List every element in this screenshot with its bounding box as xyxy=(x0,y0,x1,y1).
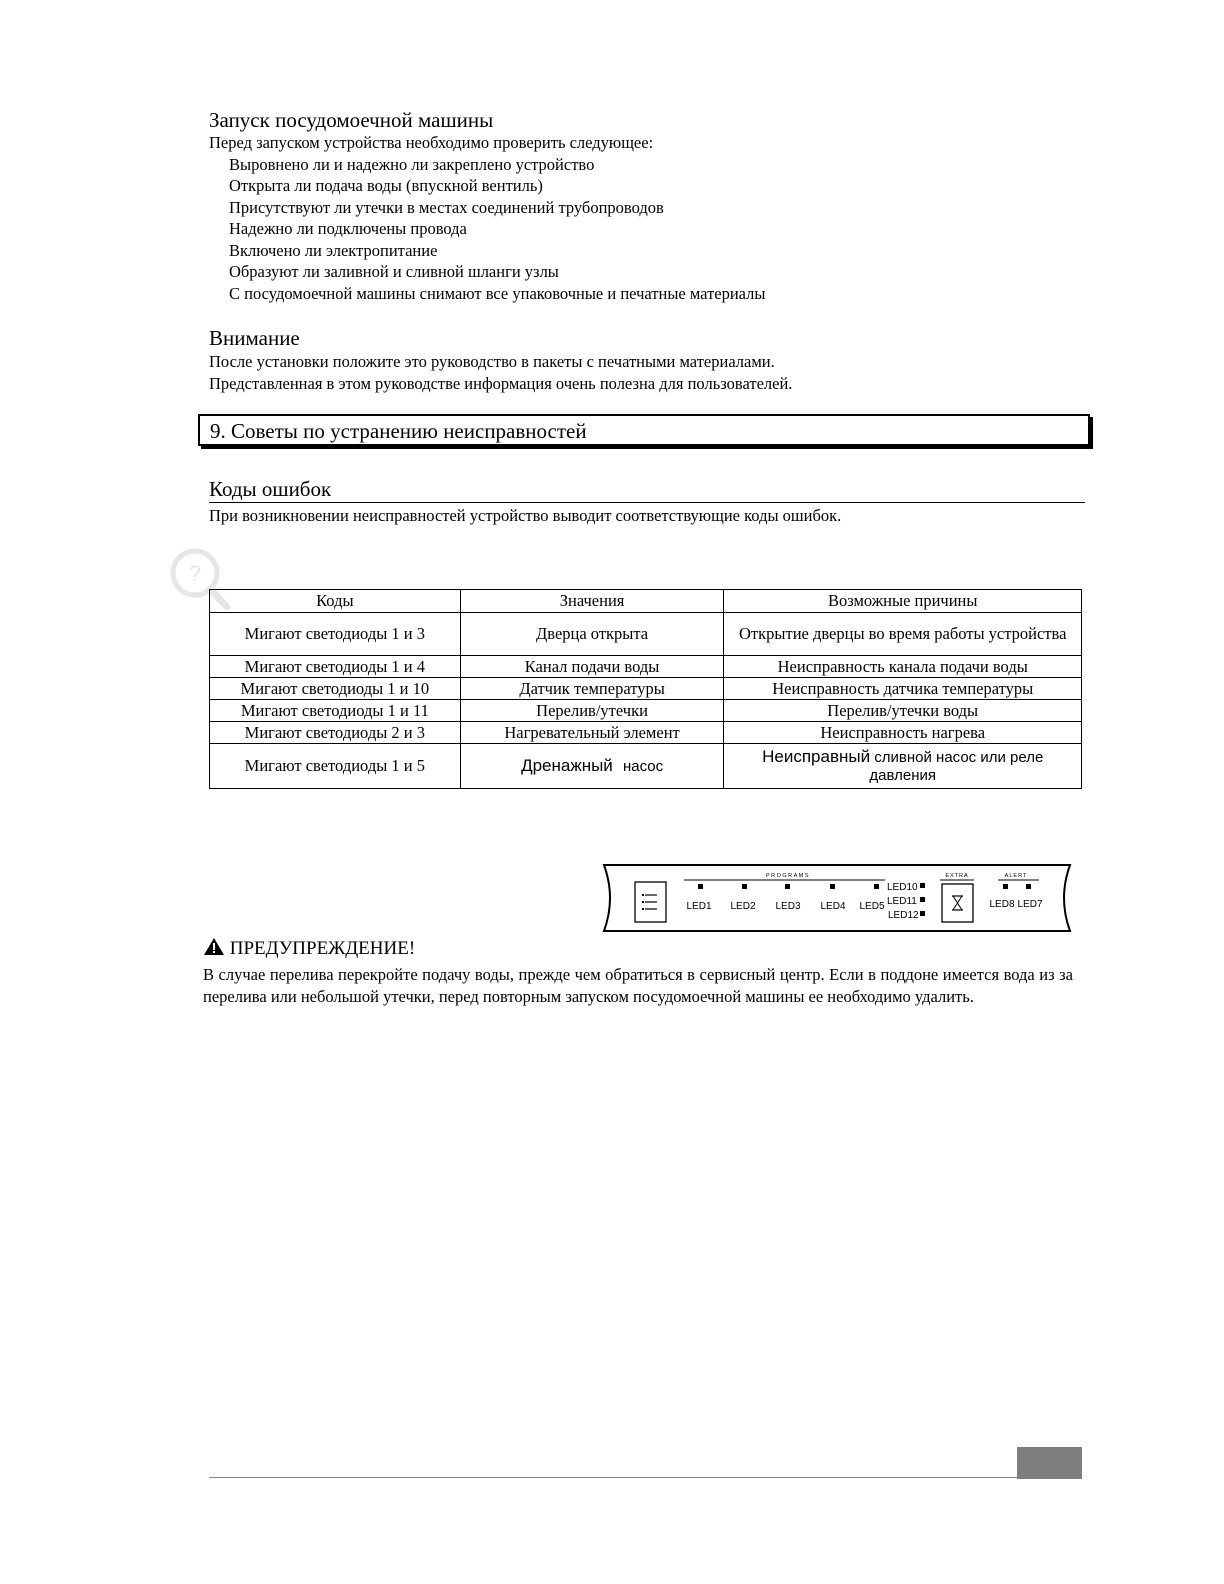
led-label: LED1 xyxy=(686,901,712,912)
checklist-item: Открыта ли подача воды (впускной вентиль) xyxy=(229,176,543,195)
warning-icon xyxy=(203,937,225,956)
led-indicator xyxy=(1003,884,1008,889)
meaning-cell: Нагревательный элемент xyxy=(460,722,724,744)
section-header xyxy=(198,414,1090,446)
header-meaning: Значения xyxy=(460,590,724,613)
led12-label: LED12 xyxy=(888,910,919,921)
extra-label: EXTRA xyxy=(945,873,969,879)
led-indicator xyxy=(742,884,747,889)
startup-intro: Перед запуском устройства необходимо проверить следующее: xyxy=(209,133,654,152)
cause-cell: Неисправность канала подачи воды xyxy=(724,656,1082,678)
led-indicator xyxy=(1026,884,1031,889)
led11-label: LED11 xyxy=(887,896,917,907)
checklist-item: Присутствуют ли утечки в местах соединений трубопроводов xyxy=(229,197,664,217)
attention-body xyxy=(209,351,1089,394)
section-title: 9. Советы по устранению неисправностей xyxy=(210,419,587,443)
error-codes-table xyxy=(209,589,1082,789)
led-indicator xyxy=(874,884,879,889)
cause-cell: Перелив/утечки воды xyxy=(724,700,1082,722)
code-cell: Мигают светодиоды 1 и 3 xyxy=(210,613,461,656)
meaning-cell: Дверца открыта xyxy=(460,613,724,656)
page-number-tab xyxy=(1017,1447,1082,1479)
code-cell: Мигают светодиоды 2 и 3 xyxy=(210,722,461,744)
cause-cell: Неисправность нагрева xyxy=(724,722,1082,744)
led-label: LED4 xyxy=(820,901,846,912)
cause-part: Неисправный xyxy=(762,746,871,766)
header-causes: Возможные причины xyxy=(724,590,1082,613)
led-label: LED3 xyxy=(775,901,801,912)
led7-label: LED7 xyxy=(1017,899,1043,910)
checklist-item: Надежно ли подключены провода xyxy=(229,219,467,238)
table-row xyxy=(210,744,1082,789)
code-cell: Мигают светодиоды 1 и 11 xyxy=(210,700,461,722)
checklist-item: Выровнено ли и надежно ли закреплено устройство xyxy=(229,154,595,174)
table-row xyxy=(210,613,1082,656)
attention-title: Внимание xyxy=(209,326,300,350)
led10-label: LED10 xyxy=(887,882,918,893)
header-codes: Коды xyxy=(210,590,461,613)
cause-part: давления xyxy=(869,766,937,784)
startup-checklist xyxy=(209,132,1089,304)
svg-text:?: ? xyxy=(188,561,202,586)
meaning-part: Дренажный xyxy=(521,755,613,775)
led-indicator xyxy=(920,883,925,888)
meaning-cell xyxy=(460,744,724,789)
error-codes-intro: При возникновении неисправностей устройство выводит соответствующие коды ошибок. xyxy=(209,506,842,525)
meaning-cell: Перелив/утечки xyxy=(460,700,724,722)
meaning-part: насос xyxy=(622,757,664,775)
table-row xyxy=(210,700,1082,722)
attention-line: Представленная в этом руководстве информация очень полезна для пользователей. xyxy=(209,373,793,393)
code-cell: Мигают светодиоды 1 и 5 xyxy=(210,744,461,789)
table-row xyxy=(210,656,1082,678)
led-indicator xyxy=(785,884,790,889)
programs-label: PROGRAMS xyxy=(765,873,811,879)
footer-rule xyxy=(209,1477,1017,1478)
led-indicator xyxy=(920,911,925,916)
alert-label: ALERT xyxy=(1004,873,1028,879)
led-label: LED2 xyxy=(730,901,756,912)
table-row xyxy=(210,722,1082,744)
led-indicator xyxy=(920,897,925,902)
startup-title: Запуск посудомоечной машины xyxy=(209,108,494,132)
warning-heading xyxy=(203,937,415,960)
cause-cell xyxy=(724,744,1082,789)
checklist-item: С посудомоечной машины снимают все упаковочные и печатные материалы xyxy=(229,283,766,303)
led8-label: LED8 xyxy=(989,899,1015,910)
cause-cell: Неисправность датчика температуры xyxy=(724,678,1082,700)
meaning-cell: Канал подачи воды xyxy=(460,656,724,678)
table-row xyxy=(210,678,1082,700)
cause-part: сливной насос или реле xyxy=(874,748,1044,766)
title-underline xyxy=(209,502,1085,503)
meaning-cell: Датчик температуры xyxy=(460,678,724,700)
led-indicator xyxy=(830,884,835,889)
warning-title: ПРЕДУПРЕЖДЕНИЕ! xyxy=(229,938,416,959)
code-cell: Мигают светодиоды 1 и 4 xyxy=(210,656,461,678)
checklist-item: Включено ли электропитание xyxy=(229,240,438,260)
led-label: LED5 xyxy=(859,901,885,912)
attention-line: После установки положите это руководство в пакеты с печатными материалами. xyxy=(209,352,775,371)
led-indicator xyxy=(698,884,703,889)
checklist-item: Образуют ли заливной и сливной шланги узлы xyxy=(229,262,559,281)
warning-text: В случае перелива перекройте подачу воды, прежде чем обратиться в сервисный центр. Если в поддоне имеется вода из за перелива или небольшой утечки, перед повторным запуском посудомоечной машины ее необходимо удалить. xyxy=(203,965,1073,1006)
cause-cell: Открытие дверцы во время работы устройства xyxy=(724,613,1082,656)
table-header-row xyxy=(210,590,1082,613)
control-panel-diagram xyxy=(598,862,1076,934)
code-cell: Мигают светодиоды 1 и 10 xyxy=(210,678,461,700)
error-codes-title: Коды ошибок xyxy=(209,477,332,501)
